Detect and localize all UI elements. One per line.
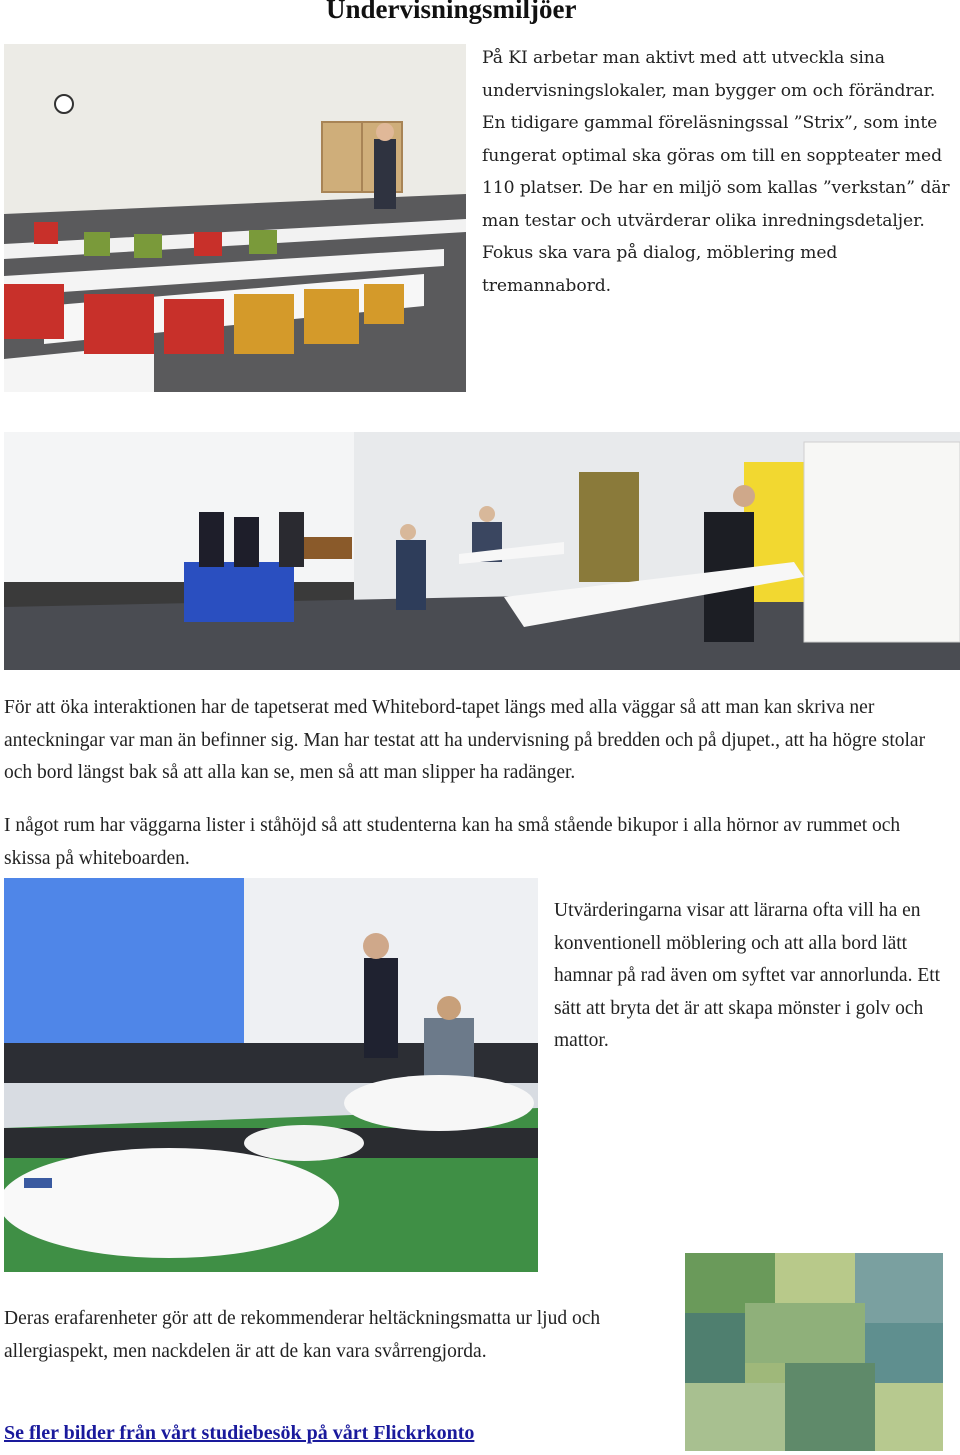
- classroom-chairs-photo: [4, 44, 466, 392]
- carpet-recommendation-paragraph: Deras erafarenheter gör att de rekommenderar heltäckningsmatta ur ljud och allergiaspekt, men nackdelen är att de kan vara svårrengjorda.: [4, 1308, 601, 1362]
- whiteboard-paragraph: För att öka interaktionen har de tapetserat med Whitebord-tapet längs med alla väggar så att man kan skriva ner anteckningar var man än befinner sig. Man har testat att ha undervisning på bredden och på djupet., att ha högre stolar och bord längst bak så att alla kan se, men så att man slipper ha radänger.: [4, 697, 926, 783]
- standing-height-paragraph: I något rum har väggarna lister i ståhöjd så att studenterna kan ha små stående bikupor i alla hörnor av rummet och skissa på whiteboarden.: [4, 815, 901, 869]
- intro-paragraph: På KI arbetar man aktivt med att utveckla sina undervisningslokaler, man bygger om och förändrar. En tidigare gammal föreläsningssal ”Strix”, som inte fungerat optimal ska göras om till en soppteater med 110 platser. De har en miljö som kallas ”verkstan” där man testar och utvärderar olika inredningsdetaljer. Fokus ska vara på dialog, möblering med tremannabord.: [482, 48, 950, 296]
- page-title: Undervisningsmiljöer: [326, 0, 577, 24]
- evaluation-paragraph: Utvärderingarna visar att lärarna ofta vill ha en konventionell möblering och att alla bord lätt hamnar på rad även om syftet var annorlunda. Ett sätt att bryta det är att skapa mönster i golv och mattor.: [554, 900, 941, 1051]
- whiteboard-room-photo: [4, 878, 538, 1272]
- panorama-room-photo: [4, 432, 960, 670]
- flickr-link[interactable]: Se fler bilder från vårt studiebesök på vårt Flickrkonto: [4, 1422, 475, 1444]
- carpet-pattern-photo: [685, 1253, 943, 1451]
